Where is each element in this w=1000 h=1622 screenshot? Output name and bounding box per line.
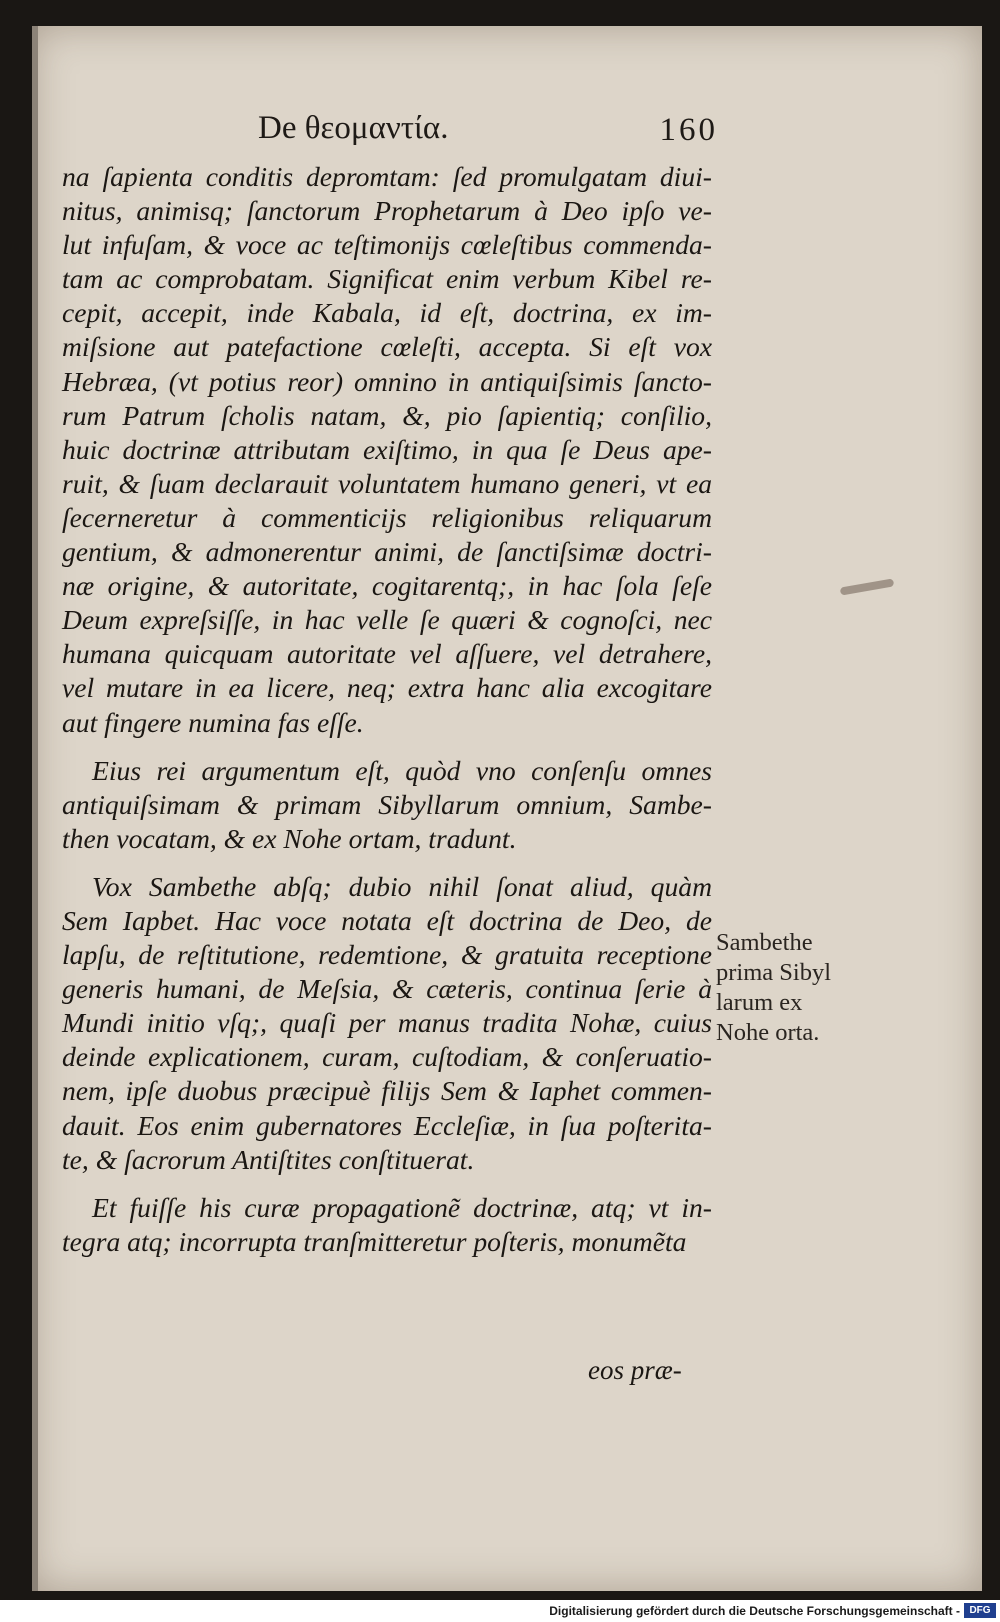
text-line: huic doctrinæ attributam exiſtimo, in qua ſe Deus ape- bbox=[62, 433, 712, 465]
paragraph-2 bbox=[62, 754, 712, 856]
text-line: Vox Sambethe abſq; dubio nihil ſonat aliud, quàm bbox=[92, 870, 712, 902]
dfg-logo: DFG bbox=[964, 1603, 996, 1618]
marginal-note bbox=[716, 928, 876, 1048]
paragraph-4 bbox=[62, 1191, 712, 1259]
footer-credit: Digitalisierung gefördert durch die Deutsche Forschungsgemeinschaft - bbox=[549, 1604, 960, 1618]
text-line: tegra atq; incorrupta tranſmitteretur poſteris, monumẽta bbox=[62, 1225, 687, 1257]
text-line: te, & ſacrorum Antiſtites conſtituerat. bbox=[62, 1143, 475, 1175]
text-line: tam ac comprobatam. Significat enim verbum Kibel re- bbox=[62, 263, 712, 295]
catchword: eos præ- bbox=[588, 1355, 682, 1385]
text-line: gentium, & admonerentur animi, de ſanctiſsimæ doctri- bbox=[62, 536, 712, 568]
text-line: ruit, & ſuam declarauit voluntatem humano generi, vt ea bbox=[62, 467, 712, 499]
paragraph-3 bbox=[62, 870, 712, 1177]
text-line: ſecerneretur à commenticijs religionibus reliquarum bbox=[62, 501, 712, 533]
page-header bbox=[258, 110, 718, 154]
text-line: na ſapienta conditis depromtam: ſed promulgatam diui- bbox=[62, 161, 712, 192]
marginal-note-line: larum ex bbox=[716, 989, 803, 1016]
running-title: De θεομαντία. bbox=[258, 110, 449, 146]
text-line: aut fingere numina fas eſſe. bbox=[62, 706, 364, 738]
text-line: Mundi initio vſq;, quaſi per manus tradita Nohæ, cuius bbox=[62, 1007, 712, 1039]
text-line: nem, ipſe duobus præcipuè filijs Sem & Iaphet commen- bbox=[62, 1075, 712, 1107]
text-line: rum Patrum ſcholis natam, &, pio ſapientiq; conſilio, bbox=[62, 399, 712, 431]
marginal-note-line: Nohe orta. bbox=[716, 1019, 820, 1046]
page-number: 160 bbox=[659, 112, 718, 148]
main-text-block bbox=[62, 160, 712, 1259]
marginal-note-line: prima Sibyl bbox=[716, 959, 832, 986]
text-line: cepit, accepit, inde Kabala, id eſt, doctrina, ex im- bbox=[62, 297, 712, 329]
digitization-footer bbox=[0, 1600, 1000, 1622]
text-line: næ origine, & autoritate, cogitarentq;, in hac ſola ſeſe bbox=[62, 570, 712, 602]
text-line: antiquiſsimam & primam Sibyllarum omnium, Sambe- bbox=[62, 788, 712, 820]
text-line: vel mutare in ea licere, neq; extra hanc alia excogitare bbox=[62, 672, 712, 704]
text-line: Eius rei argumentum eſt, quòd vno conſenſu omnes bbox=[92, 754, 712, 786]
text-line: Deum expreſsiſſe, in hac velle ſe quæri & cognoſci, nec bbox=[62, 604, 712, 636]
page-gutter-edge bbox=[32, 26, 38, 1591]
paragraph-1 bbox=[62, 160, 712, 740]
text-line: lut infuſam, & voce ac teſtimonijs cœleſtibus commenda- bbox=[62, 229, 712, 261]
text-line: Et fuiſſe his curæ propagationẽ doctrinæ, atq; vt in- bbox=[92, 1191, 712, 1223]
text-line: miſsione aut patefactione cœleſti, accepta. Si eſt vox bbox=[62, 331, 712, 363]
marginal-note-line: Sambethe bbox=[716, 929, 813, 956]
text-line: humana quicquam autoritate vel aſſuere, vel detrahere, bbox=[62, 638, 712, 670]
text-line: lapſu, de reſtitutione, redemtione, & gratuita receptione bbox=[62, 939, 712, 971]
text-line: Hebræa, (vt potius reor) omnino in antiquiſsimis ſancto- bbox=[62, 365, 712, 397]
text-line: deinde explicationem, curam, cuſtodiam, & conſeruatio- bbox=[62, 1041, 712, 1073]
text-line: Sem Iapbet. Hac voce notata eſt doctrina de Deo, de bbox=[62, 904, 712, 936]
text-line: then vocatam, & ex Nohe ortam, tradunt. bbox=[62, 822, 517, 854]
text-line: dauit. Eos enim gubernatores Eccleſiæ, in ſua poſterita- bbox=[62, 1109, 712, 1141]
text-line: generis humani, de Meſsia, & cæteris, continua ſerie à bbox=[62, 973, 712, 1005]
text-line: nitus, animisq; ſanctorum Prophetarum à Deo ipſo ve- bbox=[62, 195, 712, 227]
